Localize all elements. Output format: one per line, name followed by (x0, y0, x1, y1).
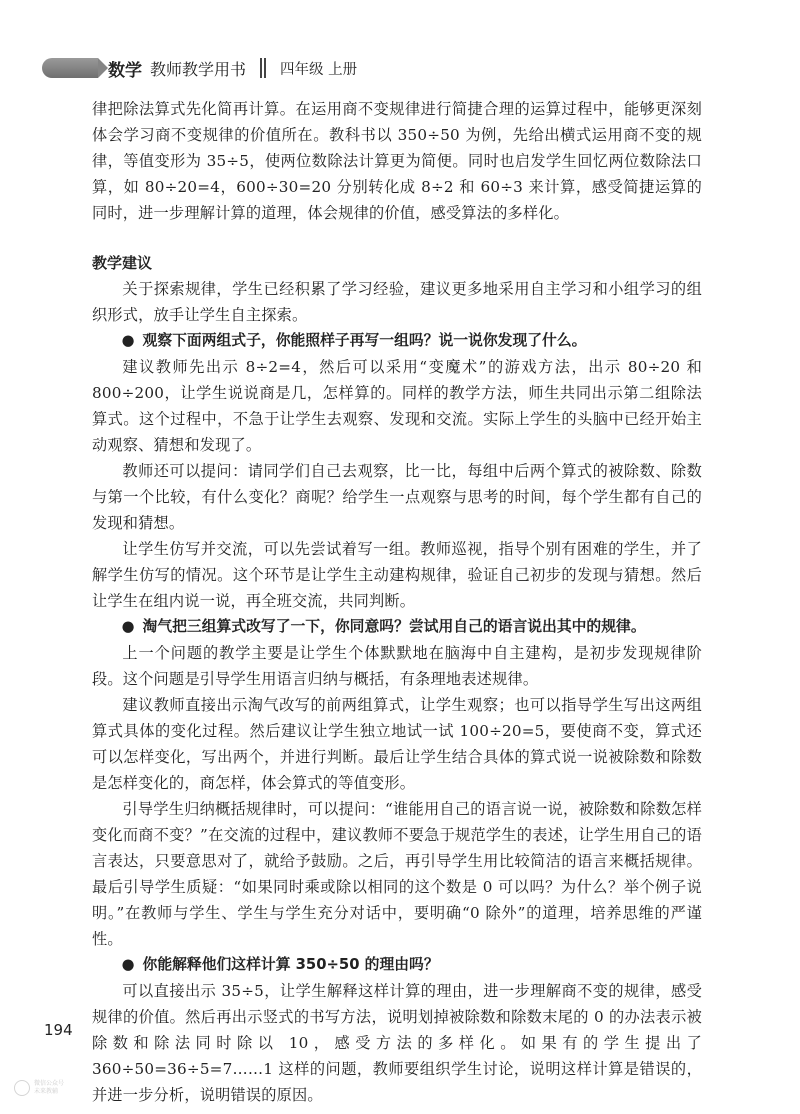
header-subject: 数学 (108, 60, 142, 81)
bullet-heading-1: ● 观察下面两组式子，你能照样子再写一组吗？说一说你发现了什么。 (121, 332, 587, 349)
header-book-title: 教师教学用书 (150, 59, 247, 79)
body-paragraph: 律把除法算式先化简再计算。在运用商不变规律进行简捷合理的运算过程中，能够更深刻体会学习商不变规律的价值所在。教科书以 350÷50 为例，先给出横式运用商不变的规律，等值变形为 35÷5，使两位数除法计算更为简便。同时也启发学生回忆两位数除法口算，如 80÷20=4，600÷30=20 分别转化成 8÷2 和 60÷3 来计算，感受简捷运算的同时，进一步理解计算的道理，体会规律的价值，感受算法的多样化。 (92, 100, 702, 222)
intro-paragraph: 关于探索规律，学生已经积累了学习经验，建议更多地采用自主学习和小组学习的组织形式，放手让学生自主探索。 (92, 280, 702, 324)
watermark (14, 1080, 64, 1096)
section-title: 教学建议 (92, 254, 153, 272)
header-grade: 四年级 上册 (280, 61, 358, 78)
bullet-heading-3: ● 你能解释他们这样计算 350÷50 的理由吗？ (121, 956, 439, 973)
bullet-dot-icon: ● (121, 618, 135, 635)
watermark-line-2: 未来教辅 (34, 1088, 59, 1095)
page-body (92, 96, 702, 1108)
header-tab-decoration (42, 58, 98, 78)
bullet-heading-2: ● 淘气把三组算式改写了一下，你同意吗？尝试用自己的语言说出其中的规律。 (121, 618, 646, 635)
body-paragraph: 建议教师先出示 8÷2=4，然后可以采用“变魔术”的游戏方法，出示 80÷20 和 800÷200，让学生说说商是几，怎样算的。同样的教学方法，师生共同出示第二组除法算式。这个过程中，不急于让学生去观察、发现和交流。实际上学生的头脑中已经开始主动观察、猜想和发现了。 (92, 358, 702, 454)
body-paragraph: 可以直接出示 35÷5，让学生解释这样计算的理由，进一步理解商不变的规律，感受规律的价值。然后再出示竖式的书写方法，说明划掉被除数和除数末尾的 0 的办法表示被除数和除法同时除以 10，感受方法的多样化。如果有的学生提出了 360÷50=36÷5=7……1 这样的问题，教师要组织学生讨论，说明这样计算是错误的，并进一步分析，说明错误的原因。 (92, 982, 702, 1104)
header-separator (260, 58, 266, 78)
body-paragraph: 让学生仿写并交流，可以先尝试着写一组。教师巡视，指导个别有困难的学生，并了解学生仿写的情况。这个环节是让学生主动建构规律，验证自己初步的发现与猜想。然后让学生在组内说一说，再全班交流，共同判断。 (92, 540, 702, 610)
watermark-logo-icon (14, 1080, 30, 1096)
body-paragraph: 上一个问题的教学主要是让学生个体默默地在脑海中自主建构，是初步发现规律阶段。这个问题是引导学生用语言归纳与概括，有条理地表述规律。 (92, 644, 702, 688)
body-paragraph: 教师还可以提问：请同学们自己去观察，比一比，每组中后两个算式的被除数、除数与第一个比较，有什么变化？商呢？给学生一点观察与思考的时间，每个学生都有自己的发现和猜想。 (92, 462, 702, 532)
bullet-dot-icon: ● (121, 332, 135, 349)
running-header (108, 56, 357, 80)
page-number: 194 (44, 1021, 73, 1039)
bullet-dot-icon: ● (121, 956, 135, 973)
body-paragraph: 建议教师直接出示淘气改写的前两组算式，让学生观察；也可以指导学生写出这两组算式具体的变化过程。然后建议让学生独立地试一试 100÷20=5，要使商不变，算式还可以怎样变化，写出两个，并进行判断。最后让学生结合具体的算式说一说被除数和除数是怎样变化的，商怎样，体会算式的等值变形。 (92, 696, 702, 792)
body-paragraph: 引导学生归纳概括规律时，可以提问：“谁能用自己的语言说一说，被除数和除数怎样变化而商不变？”在交流的过程中，建议教师不要急于规范学生的表述，让学生用自己的语言表达，只要意思对了，就给予鼓励。之后，再引导学生用比较简洁的语言来概括规律。最后引导学生质疑：“如果同时乘或除以相同的这个数是 0 可以吗？为什么？举个例子说明。”在教师与学生、学生与学生充分对话中，要明确“0 除外”的道理，培养思维的严谨性。 (92, 800, 702, 948)
watermark-line-1: 微信公众号 (34, 1080, 65, 1087)
